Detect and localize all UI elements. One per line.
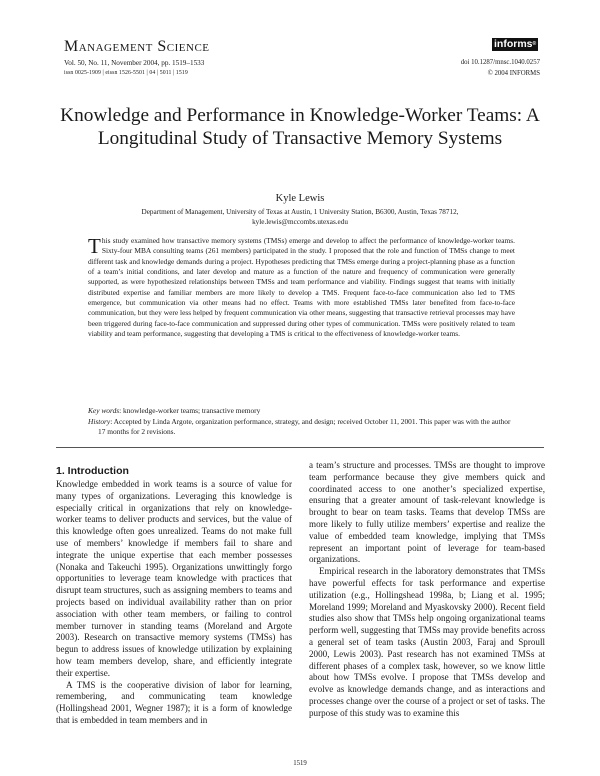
author-affiliation: Department of Management, University of Texas at Austin, 1 University Station, B6300, Austin, Texas 78712, bbox=[141, 208, 459, 216]
body-paragraph: a team’s structure and processes. TMSs are thought to improve team performance because they give members quick and coordinated access to one another’s specialized expertise, ensuring that a greater amount of task-relevant knowledge is brought to bear on team tasks. Teams that develop TMSs are more likely to fully utilize members’ expertise and realize the value of embedded team knowledge, implying that TMSs represent an important point of leverage for team-based organizations. bbox=[309, 460, 545, 565]
page-number: 1519 bbox=[293, 760, 307, 767]
body-paragraph: Empirical research in the laboratory demonstrates that TMSs have powerful effects for task performance and expertise utilization (e.g., Hollingshead 1998a, b; Liang et al. 1995; Moreland 1999; Moreland and Myaskovsky 2000). Recent field studies also show that TMSs help ongoing organizational teams perform well, suggesting that TMSs may provide benefits across a general set of team tasks (Austin 2003, Faraj and Sproull 2000, Lewis 2003). Past research has not examined TMSs at different phases of a complex task, however, so we know little about how TMSs evolve. I propose that TMSs develop and evolve as knowledge demands change, and as interactions and processes change over the course of a project or set of tasks. The purpose of this study was to examine this bbox=[309, 566, 545, 718]
body-paragraph: Knowledge embedded in work teams is a source of value for many types of organizations. Leveraging this knowledge is especially critical in organizations that rely on knowledge-worker teams to deliver products and services, but the value of this knowledge often goes unrealized. Teams do not make full use of members’ knowledge if members fail to share and integrate the unique expertise that each member possesses (Nonaka and Takeuchi 1995). Organizations unwittingly forgo opportunities to leverage team knowledge with practices that disrupt team structures, such as assigning members to teams and projects based on individual availability rather than on prior association with other team members, or failing to control member turnover in standing teams (Moreland and Argote 2003). Research on transactive memory systems (TMSs) has begun to address issues of knowledge utilization by explaining how team members develop, share, and efficiently integrate their expertise. bbox=[56, 479, 292, 678]
paper-title: Knowledge and Performance in Knowledge-Worker Teams: A Longitudinal Study of Transactive Memory Systems bbox=[60, 105, 540, 149]
author-affiliation-block bbox=[0, 207, 600, 227]
logo-text: informs bbox=[494, 38, 533, 50]
doi-line: doi 10.1287/mnsc.1040.0257 bbox=[460, 59, 540, 66]
history-text: : Accepted by Linda Argote, organization performance, strategy, and design; received October 11, 2001. This paper was with the author 17 months for 2 revisions. bbox=[98, 417, 511, 437]
abstract-drop-cap: T bbox=[88, 234, 101, 258]
author-email: kyle.lewis@mccombs.utexas.edu bbox=[252, 218, 348, 226]
abstract-text: his study examined how transactive memory systems (TMSs) emerge and develop to affect the performance of knowledge-worker teams. Sixty-four MBA consulting teams (261 members) participated in the study. I proposed that the role and function of TMSs change to meet different task and knowledge demands during a project. Hypotheses predicting that TMSs emerge during a project-planning phase as a function of a team’s initial conditions, and later develop and mature as a function of the nature and frequency of communication were generally supported, as were hypothesized relationships between TMSs and team performance and viability. Findings suggest that teams with initially distributed expertise and familiar members are more likely to develop a TMS. Frequent face-to-face communication also led to TMS emergence, but communication via other means had no effect. Teams with more established TMSs later benefited from face-to-face communication, but they were less helped by frequent communication via other means, suggesting that transactive retrieval processes may have been triggered during face-to-face communication and suppressed during other types of communication. TMSs were positively related to team viability and team performance, suggesting that developing a TMS is critical to the effectiveness of knowledge-worker teams. bbox=[88, 236, 515, 339]
informs-logo bbox=[492, 38, 538, 51]
issn-line: issn 0025-1909 | eissn 1526-5501 | 04 | 5011 | 1519 bbox=[64, 70, 188, 76]
keywords-text: : knowledge-worker teams; transactive memory bbox=[119, 406, 261, 415]
section-heading: 1. Introduction bbox=[56, 465, 129, 477]
copyright-line: © 2004 INFORMS bbox=[487, 70, 540, 77]
keywords bbox=[88, 406, 515, 416]
journal-name: Management Science bbox=[64, 38, 210, 55]
volume-line: Vol. 50, No. 11, November 2004, pp. 1519–1533 bbox=[64, 59, 205, 67]
abstract bbox=[88, 236, 515, 339]
history bbox=[88, 417, 515, 438]
body-column-left bbox=[56, 465, 292, 727]
author-name: Kyle Lewis bbox=[275, 193, 325, 204]
body-paragraph: A TMS is the cooperative division of labor for learning, remembering, and communicating team knowledge (Hollingshead 2001, Wegner 1987); it is a form of knowledge that is embedded in team members and in bbox=[56, 679, 292, 725]
keywords-label: Key words bbox=[88, 406, 120, 415]
section-divider bbox=[56, 447, 544, 448]
history-label: History bbox=[88, 417, 111, 426]
body-column-right bbox=[309, 460, 545, 720]
logo-registered-mark: ® bbox=[532, 41, 537, 47]
